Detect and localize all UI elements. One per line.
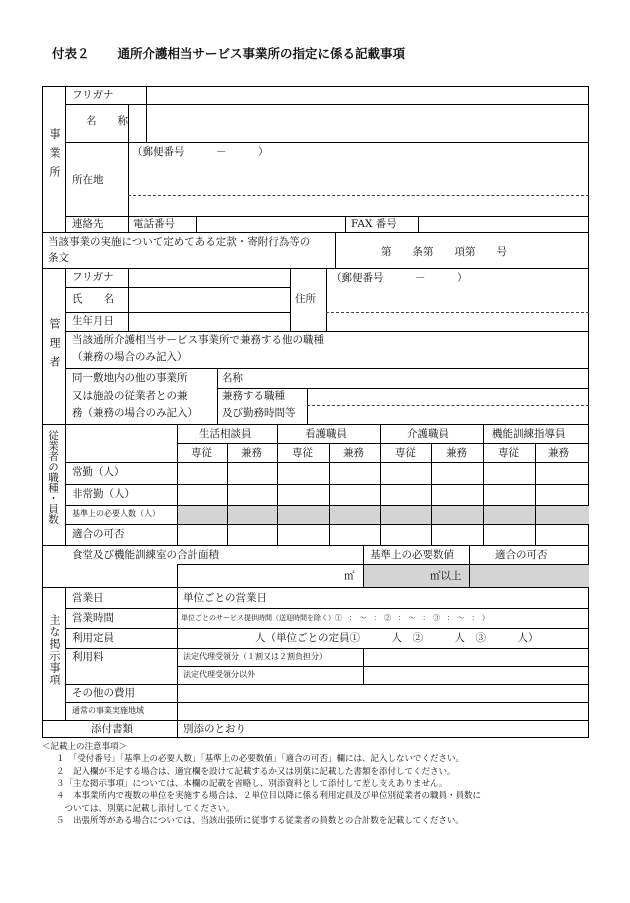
manager-other-role-label-2: 及び勤務時間等 xyxy=(222,407,296,419)
office-phone-label: 電話番号 xyxy=(133,218,175,230)
attach-label: 添付書類 xyxy=(91,723,133,735)
staff-category-counselor: 生活相談員 xyxy=(199,428,252,440)
manager-other-label-1: 同一敷地内の他の事業所 xyxy=(72,372,188,384)
dining-compliance-label: 適合の可否 xyxy=(495,549,548,561)
office-address-label: 所在地 xyxy=(72,174,104,186)
dining-area-label: 食堂及び機能訓練室の合計面積 xyxy=(72,549,219,561)
notes-heading: ＜記載上の注意事項＞ xyxy=(42,742,128,752)
staff-part-4: 兼務 xyxy=(548,447,569,459)
staff-full-4: 専従 xyxy=(498,447,519,459)
manager-other-role-label-1: 兼務する職種 xyxy=(222,390,285,402)
note-1: １ 「受付番号」「基準上の必要人数」「基準上の必要数値」「適合の可否」欄には、記入しないでください。 xyxy=(56,754,465,765)
articles-label-1: 当該事業の実施について定めてある定款・寄附行為等の xyxy=(48,236,311,248)
shaded-required-area xyxy=(363,564,589,587)
office-section-label: 事業所 xyxy=(48,128,61,185)
manager-name-label: 氏 名 xyxy=(72,293,114,305)
staff-part-3: 兼務 xyxy=(446,447,467,459)
staff-part-1: 兼務 xyxy=(241,447,262,459)
note-2: ２ 記入欄が不足する場合は、適宜欄を設けて記載するか又は別葉に記載した書類を添付してください。 xyxy=(56,766,456,777)
main-hours-label: 営業時間 xyxy=(72,612,114,624)
manager-other-label-3: 務（兼務の場合のみ記入） xyxy=(72,407,198,419)
attach-value: 別添のとおり xyxy=(183,723,246,735)
note-4a: ４ 本事業所内で複数の単位を実施する場合は、２単位目以降に係る利用定員及び単位別従業者の職員・員数に xyxy=(56,791,482,802)
form-heading: 通所介護相当サービス事業所の指定に係る記載事項 xyxy=(117,46,406,61)
staff-full-3: 専従 xyxy=(395,447,416,459)
manager-concurrent-label-1: 当該通所介護相当サービス事業所で兼務する他の職種 xyxy=(72,334,324,346)
main-days-value: 単位ごとの営業日 xyxy=(183,592,267,604)
main-fee-b: 法定代理受領分以外 xyxy=(183,670,255,679)
office-furigana-label: フリガナ xyxy=(72,89,114,101)
office-fax-label: FAX 番号 xyxy=(351,218,397,230)
staff-row-parttime: 非常勤（人） xyxy=(72,488,135,500)
staff-row-compliance: 適合の可否 xyxy=(72,528,125,540)
main-fee-label: 利用料 xyxy=(72,651,104,663)
staff-full-1: 専従 xyxy=(191,447,212,459)
shaded-required-staff xyxy=(177,505,589,524)
staff-row-fulltime: 常勤（人） xyxy=(72,466,125,478)
dining-unit: ㎡ xyxy=(344,570,355,582)
office-name-label: 名 称 xyxy=(86,115,128,127)
articles-value: 第 条第 項第 号 xyxy=(381,246,507,258)
main-capacity-label: 利用定員 xyxy=(72,632,114,644)
manager-other-name-label: 名称 xyxy=(222,372,243,384)
office-postal-label: （郵便番号 － ） xyxy=(132,146,269,158)
staff-category-nurse: 看護職員 xyxy=(305,428,347,440)
note-5: ５ 出張所等がある場合については、当該出張所に従事する従業者の員数との合計数を記載してください。 xyxy=(56,815,464,826)
manager-furigana-label: フリガナ xyxy=(72,271,114,283)
manager-address-label: 住所 xyxy=(295,293,316,305)
main-capacity-value: 人（単位ごとの定員① 人 ② 人 ③ 人） xyxy=(255,632,539,644)
main-fee-a: 法定代理受領分（１割又は２割負担分） xyxy=(183,652,327,661)
staff-full-2: 専従 xyxy=(292,447,313,459)
office-contact-label: 連絡先 xyxy=(72,218,104,230)
manager-postal-label: （郵便番号 － ） xyxy=(331,272,468,284)
staff-part-2: 兼務 xyxy=(343,447,364,459)
manager-section-label: 管理者 xyxy=(48,318,61,375)
main-area-label: 通常の事業実施地域 xyxy=(72,706,144,715)
form-number: 付表２ xyxy=(52,46,90,61)
manager-other-label-2: 又は施設の従業者との兼 xyxy=(72,390,188,402)
manager-birth-label: 生年月日 xyxy=(72,315,114,327)
note-4b: ついては、別葉に記載し添付してください。 xyxy=(56,803,235,814)
dining-required-label: 基準上の必要数値 xyxy=(370,549,454,561)
articles-label-2: 条文 xyxy=(48,252,69,264)
staff-category-caregiver: 介護職員 xyxy=(407,428,449,440)
main-section-label: 主な掲示事項 xyxy=(48,614,61,686)
dining-unit-min: ㎡以上 xyxy=(430,570,462,582)
main-hours-value: 単位ごとのサービス提供時間（送迎時間を除く）① ： ～ ： ② ： ～ ： ③ ： ～ ： ） xyxy=(181,614,489,622)
form-title xyxy=(52,44,405,62)
staff-section-label: 従業者の職種・員数 xyxy=(47,430,59,525)
manager-concurrent-label-2: （兼務の場合のみ記入） xyxy=(72,351,188,363)
staff-category-trainer: 機能訓練指導員 xyxy=(492,428,566,440)
main-days-label: 営業日 xyxy=(72,592,104,604)
main-other-fee-label: その他の費用 xyxy=(72,687,135,699)
staff-row-required: 基準上の必要人数（人） xyxy=(72,509,160,518)
notes-block xyxy=(42,741,602,827)
note-3: ３「主な掲示事項」については、本欄の記載を省略し、別添資料として添付して差し支えありません。 xyxy=(56,778,448,789)
